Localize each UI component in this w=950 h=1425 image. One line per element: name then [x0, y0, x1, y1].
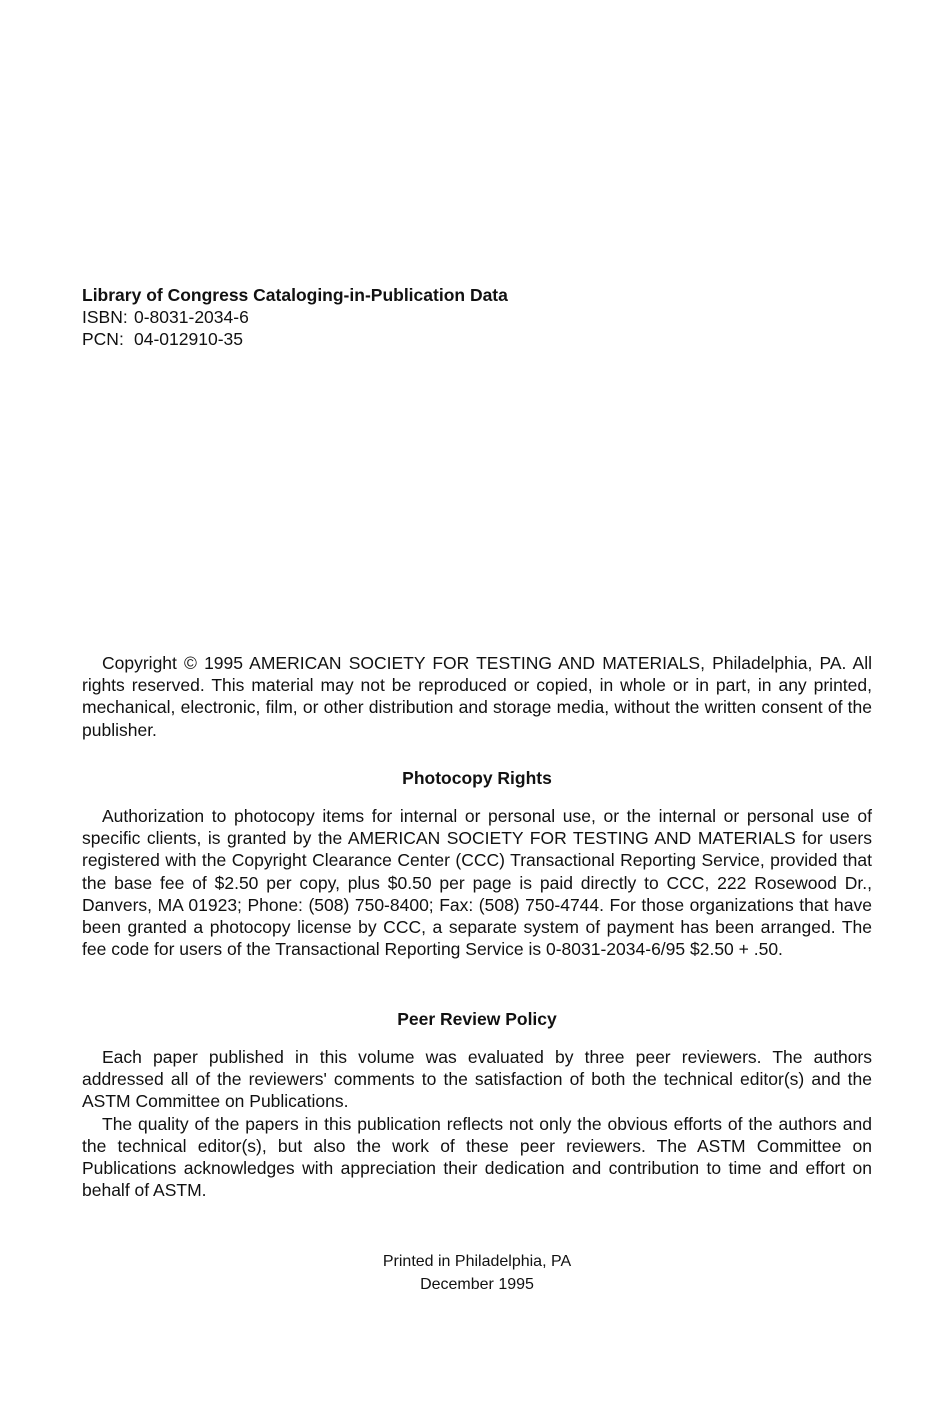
peer-review-heading: Peer Review Policy [397, 1009, 557, 1029]
cip-block [82, 284, 782, 350]
pcn-value: 04-012910-35 [134, 329, 243, 349]
cip-title: Library of Congress Cataloging-in-Publication Data [82, 285, 508, 305]
photocopy-rights-heading: Photocopy Rights [402, 768, 552, 788]
photocopy-rights-paragraph: Authorization to photocopy items for internal or personal use, or the internal or personal use of specific clients, is granted by the AMERICAN SOCIETY FOR TESTING AND MATERIALS for users registered with the Copyright Clearance Center (CCC) Transactional Reporting Service, provided that the base fee of $2.50 per copy, plus $0.50 per page is paid directly to CCC, 222 Rosewood Dr., Danvers, MA 01923; Phone: (508) 750-8400; Fax: (508) 750-4744. For those organizations that have been granted a photocopy license by CCC, a separate system of payment has been arranged. The fee code for users of the Transactional Reporting Service is 0-8031-2034-6/95 $2.50 + .50. [82, 806, 872, 960]
isbn-label: ISBN: [82, 307, 128, 327]
imprint [82, 1250, 872, 1296]
peer-review-paragraph-2: The quality of the papers in this publication reflects not only the obvious efforts of the authors and the technical editor(s), but also the work of these peer reviewers. The ASTM Committee on Publications acknowledges with appreciation their dedication and contribution to time and effort on behalf of ASTM. [82, 1113, 872, 1201]
copyright-notice [82, 652, 872, 741]
isbn-value: 0-8031-2034-6 [134, 307, 249, 327]
pcn-label: PCN: [82, 329, 124, 349]
isbn-row [82, 306, 782, 328]
printed-date: December 1995 [420, 1276, 534, 1293]
peer-review-paragraph-1: Each paper published in this volume was evaluated by three peer reviewers. The authors addressed all of the reviewers' comments to the satisfaction of both the technical editor(s) and the ASTM Committee on Publications. [82, 1047, 872, 1112]
copyright-paragraph: Copyright © 1995 AMERICAN SOCIETY FOR TESTING AND MATERIALS, Philadelphia, PA. All rights reserved. This material may not be reproduced or copied, in whole or in part, in any printed, mechanical, electronic, film, or other distribution and storage media, without the written consent of the publisher. [82, 653, 872, 740]
peer-review-section [82, 1046, 872, 1201]
printed-place: Printed in Philadelphia, PA [382, 1253, 572, 1270]
photocopy-rights-section [82, 805, 872, 960]
pcn-row [82, 328, 782, 350]
